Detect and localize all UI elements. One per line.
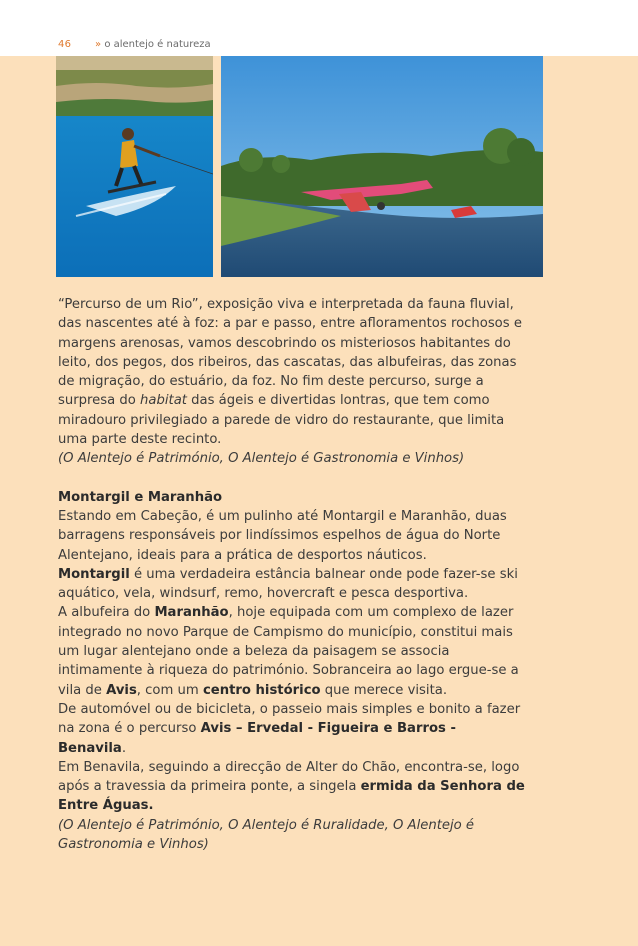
chevron-icon: » [95,39,102,50]
running-header [95,39,211,50]
water-skier-photo [56,56,213,277]
section-heading: Montargil e Maranhão [58,489,223,505]
habitat-term: habitat [140,393,187,409]
section-paragraph-3: A albufeira do Maranhão, hoje equipada com um complexo de lazer integrado no novo Parque de Campismo do município, constitui mais um lugar alentejano onde a beleza da paisagem se associa intimamente à riqueza do património. Sobranceira ao lago ergue-se a vila de Avis, com um centro histórico que merece visita. [58,605,519,698]
section-paragraph-5: Em Benavila, seguindo a direcção de Alter do Chão, encontra-se, logo após a travessia da primeira ponte, a singela ermida da Senhora de Entre Águas. [58,759,525,814]
intro-text: “Percurso de um Rio”, exposição viva e interpretada da fauna fluvial, das nascentes até à foz: a par e passo, entre afloramentos rochosos e margens arenosas, vamos descobrindo os misteriosos habitantes do leito, dos pegos, dos ribeiros, das cascatas, das albufeiras, das zonas de migração, do estuário, da foz. No fim deste percurso, surge a surpresa do [58,297,522,409]
intro-reference: (O Alentejo é Património, O Alentejo é Gastronomia e Vinhos) [58,451,465,467]
section-paragraph-2: Montargil é uma verdadeira estância balnear onde pode fazer-se ski aquático, vela, windsurf, remo, hovercraft e pesca desportiva. [58,566,518,602]
section-reference: (O Alentejo é Património, O Alentejo é Ruralidade, O Alentejo é Gastronomia e Vinhos) [58,817,475,853]
ultralight-aircraft-by-lake-photo [221,56,543,277]
page-header [0,0,638,56]
article-text [58,295,528,854]
page-number: 46 [58,39,72,50]
intro-text-continued: das ágeis e divertidas lontras, que tem como miradouro privilegiado a parede de vidro do restaurante, que limita uma parte deste recinto. [58,393,505,448]
section-paragraph-1: Estando em Cabeção, é um pulinho até Montargil e Maranhão, duas barragens responsáveis por lindíssimos espelhos de água do Norte Alentejano, ideais para a prática de desportos náuticos. [58,508,507,563]
section-paragraph-4: De automóvel ou de bicicleta, o passeio mais simples e bonito a fazer na zona é o percurso Avis – Ervedal - Figueira e Barros - Benavila. [58,701,521,756]
section-title: o alentejo é natureza [104,39,211,50]
spacer [58,469,528,488]
intro-paragraph [58,295,528,449]
